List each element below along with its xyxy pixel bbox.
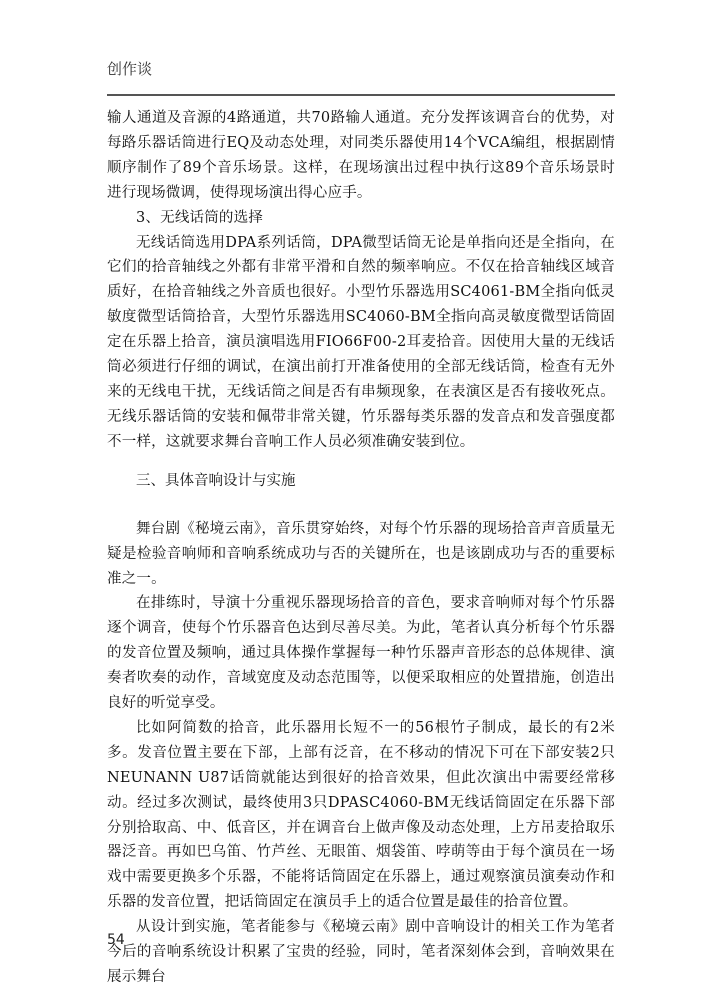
paragraph-5: 比如阿简数的拾音，此乐器用长短不一的56根竹子制成，最长的有2米多。发音位置主要在下部，上部有泛音，在不移动的情况下可在下部安装2只NEUNANN U87话筒就能达到很好的拾音效果，但此次演出中需要经常移动。经过多次测试，最终使用3只DPASC4060-BM无线话筒固定在乐器下部分别拾取高、中、低音区，并在调音台上做声像及动态处理，上方吊麦拾取乐器泛音。再如巴乌笛、竹芦丝、无眼笛、烟袋笛、哱萌等由于每个演员在一场戏中需要更换多个乐器，不能将话筒固定在乐器上，通过观察演员演奏动作和乐器的发音位置，把话筒固定在演员手上的适合位置是最佳的拾音位置。 bbox=[107, 719, 615, 911]
section-title: 三、具体音响设计与实施 bbox=[136, 472, 296, 489]
paragraph-3: 舞台剧《秘境云南》，音乐贯穿始终，对每个竹乐器的现场拾音声音质量无疑是检验音响师和音响系统成功与否的关键所在，也是该剧成功与否的重要标准之一。 bbox=[107, 520, 615, 587]
paragraph-2: 无线话筒选用DPA系列话筒，DPA微型话筒无论是单指向还是全指向，在它们的拾音轴线之外都有非常平滑和自然的频率响应。不仅在拾音轴线区域音质好，在拾音轴线之外音质也很好。小型竹乐器选用SC4061-BM全指向低灵敏度微型话筒拾音，大型竹乐器选用SC4060-BM全指向高灵敏度微型话筒固定在乐器上拾音，演员演唱选用FIO66F00-2耳麦拾音。因使用大量的无线话筒必须进行仔细的调试，在演出前打开准备使用的全部无线话筒，检查有无外来的无线电干扰，无线话筒之间是否有串频现象，在表演区是否有接收死点。无线乐器话筒的安装和佩带非常关键，竹乐器每类乐器的发音点和发音强度都不一样，这就要求舞台音响工作人员必须准确安装到位。 bbox=[107, 234, 615, 450]
paragraph-6: 从设计到实施，笔者能参与《秘境云南》剧中音响设计的相关工作为笔者今后的音响系统设计积累了宝贵的经验，同时，笔者深刻体会到，音响效果在展示舞台 bbox=[107, 919, 615, 985]
running-header: 创作谈 bbox=[107, 60, 153, 78]
subheading-wireless-mics: 3、无线话筒的选择 bbox=[136, 209, 264, 226]
paragraph-4: 在排练时，导演十分重视乐器现场拾音的音色，要求音响师对每个竹乐器逐个调音，使每个竹乐器音色达到尽善尽美。为此，笔者认真分析每个竹乐器的发音位置及频响，通过具体操作掌握每一种竹乐器声音形态的总体规律、演奏者吹奏的动作，音域宽度及动态范围等，以便采取相应的处置措施，创造出良好的听觉享受。 bbox=[107, 595, 615, 712]
page-body bbox=[107, 106, 615, 990]
header-rule bbox=[107, 94, 615, 96]
page-number: 54 bbox=[107, 932, 125, 948]
paragraph-1: 输人通道及音源的4路通道，共70路输人通道。充分发挥该调音台的优势，对每路乐器话筒进行EQ及动态处理，对同类乐器使用14个VCA编组，根据剧情顺序制作了89个音乐场景。这样，在现场演出过程中执行这89个音乐场景时进行现场微调，使得现场演出得心应手。 bbox=[107, 110, 615, 201]
